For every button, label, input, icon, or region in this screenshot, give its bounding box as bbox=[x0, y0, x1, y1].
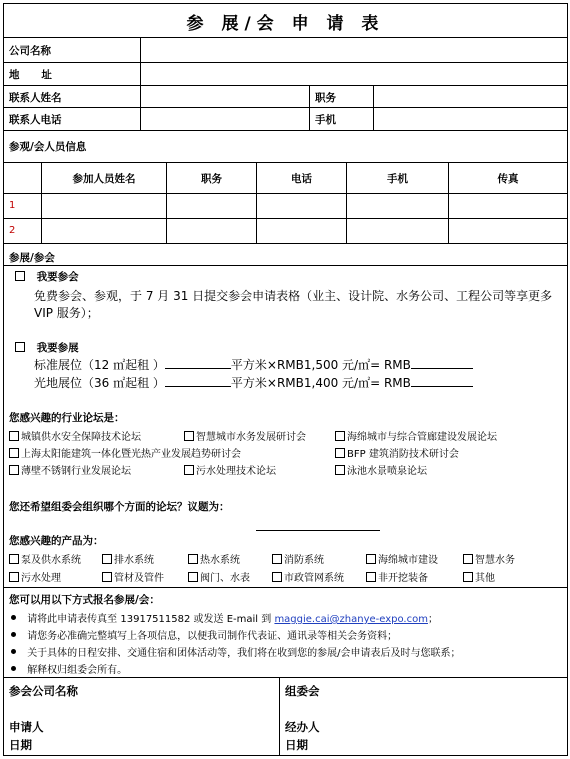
forum-checkbox[interactable] bbox=[184, 465, 194, 475]
product-label: 其他 bbox=[475, 573, 495, 584]
divider bbox=[3, 130, 568, 131]
forum-label: BFP 建筑消防技术研讨会 bbox=[347, 449, 459, 460]
contact-name-label: 联系人姓名 bbox=[9, 92, 62, 104]
position-field[interactable] bbox=[374, 86, 567, 107]
standard-booth-area-field[interactable] bbox=[165, 368, 231, 369]
committee-label: 组委会 bbox=[285, 684, 320, 698]
forum-checkbox[interactable] bbox=[335, 448, 345, 458]
form-title: 参 展/会 申 请 表 bbox=[186, 14, 385, 34]
product-checkbox[interactable] bbox=[272, 554, 282, 564]
divider bbox=[279, 677, 280, 756]
product-label: 阀门、水表 bbox=[200, 573, 250, 584]
mobile-label: 手机 bbox=[315, 114, 336, 126]
forum-label: 智慧城市水务发展研讨会 bbox=[196, 432, 306, 443]
mobile-field[interactable] bbox=[374, 108, 567, 130]
forum-option[interactable] bbox=[335, 462, 427, 477]
date-label-right: 日期 bbox=[285, 738, 308, 752]
product-checkbox[interactable] bbox=[9, 572, 19, 582]
bullet-icon bbox=[11, 615, 16, 620]
raw-booth-line bbox=[34, 374, 473, 391]
column-header-fax: 传真 bbox=[497, 173, 519, 185]
forum-option[interactable] bbox=[335, 428, 497, 443]
forum-checkbox[interactable] bbox=[9, 465, 19, 475]
contact-phone-field[interactable] bbox=[141, 108, 309, 130]
date-label-left: 日期 bbox=[9, 738, 32, 752]
exhibit-checkbox[interactable] bbox=[15, 342, 25, 352]
product-checkbox[interactable] bbox=[366, 572, 376, 582]
product-label: 海绵城市建设 bbox=[378, 555, 438, 566]
forum-option[interactable] bbox=[9, 462, 131, 477]
column-header-phone: 电话 bbox=[291, 173, 312, 185]
product-option[interactable] bbox=[272, 551, 324, 566]
bullet-icon bbox=[11, 649, 16, 654]
product-label: 管材及管件 bbox=[114, 573, 164, 584]
standard-booth-price: 平方米×RMB1,500 元/㎡= RMB bbox=[230, 358, 411, 372]
standard-booth-total-field[interactable] bbox=[411, 368, 473, 369]
product-checkbox[interactable] bbox=[366, 554, 376, 564]
standard-booth-line bbox=[34, 356, 473, 373]
product-checkbox[interactable] bbox=[463, 572, 473, 582]
column-header-position: 职务 bbox=[201, 173, 222, 185]
forum-checkbox[interactable] bbox=[335, 465, 345, 475]
standard-booth-label: 标准展位（12 ㎡起租 ） bbox=[34, 358, 165, 372]
product-label: 污水处理 bbox=[21, 573, 61, 584]
product-option[interactable] bbox=[463, 551, 515, 566]
product-checkbox[interactable] bbox=[102, 554, 112, 564]
product-label: 排水系统 bbox=[114, 555, 154, 566]
product-label: 智慧水务 bbox=[475, 555, 515, 566]
forum-option[interactable] bbox=[184, 428, 306, 443]
product-option[interactable] bbox=[463, 569, 495, 584]
product-option[interactable] bbox=[188, 551, 240, 566]
company-name-label: 公司名称 bbox=[9, 45, 51, 57]
row-number: 2 bbox=[9, 225, 16, 236]
forum-option[interactable] bbox=[9, 428, 141, 443]
forum-label: 城镇供水安全保障技术论坛 bbox=[21, 432, 141, 443]
bullet-icon bbox=[11, 666, 16, 671]
forum-checkbox[interactable] bbox=[9, 448, 19, 458]
product-option[interactable] bbox=[366, 569, 428, 584]
product-label: 非开挖装备 bbox=[378, 573, 428, 584]
registration-line-4-text: 解释权归组委会所有。 bbox=[27, 665, 128, 676]
forum-checkbox[interactable] bbox=[9, 431, 19, 441]
forum-label: 海绵城市与综合管廊建设发展论坛 bbox=[347, 432, 497, 443]
registration-line-3 bbox=[11, 644, 461, 659]
column-header-mobile: 手机 bbox=[387, 173, 408, 185]
forum-label: 污水处理技术论坛 bbox=[196, 466, 276, 477]
divider bbox=[3, 265, 568, 266]
product-option[interactable] bbox=[272, 569, 344, 584]
divider bbox=[309, 85, 310, 130]
exhibit-section-title: 参展/参会 bbox=[9, 252, 55, 264]
divider bbox=[3, 162, 568, 163]
product-option[interactable] bbox=[9, 551, 81, 566]
row-number: 1 bbox=[9, 200, 16, 211]
exhibit-title: 我要参展 bbox=[36, 342, 79, 354]
product-checkbox[interactable] bbox=[102, 572, 112, 582]
bullet-icon bbox=[11, 632, 16, 637]
handler-label: 经办人 bbox=[285, 720, 320, 734]
attend-desc-line1: 免费参会、参观，于 7 月 31 日提交参会申请表格（业主、设计院、水务公司、工程公司等享更多 bbox=[34, 289, 553, 303]
forum-label: 薄壁不锈钢行业发展论坛 bbox=[21, 466, 131, 477]
raw-booth-label: 光地展位（36 ㎡起租 ） bbox=[34, 376, 165, 390]
raw-booth-price: 平方米×RMB1,400 元/㎡= RMB bbox=[230, 376, 411, 390]
divider bbox=[3, 587, 568, 588]
attend-option[interactable] bbox=[15, 269, 79, 284]
suggest-topic-field[interactable] bbox=[256, 530, 380, 531]
registration-line-1-prefix: 请将此申请表传真至 13917511582 或发送 E-mail 到 bbox=[27, 614, 272, 625]
contact-phone-label: 联系人电话 bbox=[9, 114, 62, 126]
product-option[interactable] bbox=[102, 569, 164, 584]
divider bbox=[3, 218, 568, 219]
contact-name-field[interactable] bbox=[141, 86, 309, 107]
registration-line-3-text: 关于具体的日程安排、交通住宿和团体活动等，我们将在收到您的参展/会申请表后及时与您联系； bbox=[27, 648, 461, 659]
applicant-label: 申请人 bbox=[9, 720, 44, 734]
forum-option[interactable] bbox=[9, 445, 241, 460]
product-checkbox[interactable] bbox=[188, 554, 198, 564]
attend-desc-line2: VIP 服务）； bbox=[34, 306, 99, 320]
position-label: 职务 bbox=[315, 92, 336, 104]
product-option[interactable] bbox=[188, 569, 250, 584]
product-option[interactable] bbox=[102, 551, 154, 566]
registration-line-2-text: 请您务必准确完整填写上各项信息，以便我司制作代表证、通讯录等相关会务资料； bbox=[27, 631, 398, 642]
product-label: 消防系统 bbox=[284, 555, 324, 566]
product-checkbox[interactable] bbox=[9, 554, 19, 564]
suggest-question: 您还希望组委会组织哪个方面的论坛？议题为： bbox=[9, 501, 230, 513]
raw-booth-total-field[interactable] bbox=[411, 386, 473, 387]
column-header-name: 参加人员姓名 bbox=[72, 173, 136, 185]
products-title: 您感兴趣的产品为： bbox=[9, 535, 104, 547]
registration-line-1 bbox=[11, 610, 438, 625]
product-checkbox[interactable] bbox=[188, 572, 198, 582]
forum-option[interactable] bbox=[184, 462, 276, 477]
registration-title: 您可以用以下方式报名参展/会： bbox=[9, 594, 160, 606]
product-checkbox[interactable] bbox=[463, 554, 473, 564]
forum-option[interactable] bbox=[335, 445, 459, 460]
company-name-field[interactable] bbox=[141, 38, 567, 62]
attendee-section-title: 参观/会人员信息 bbox=[9, 141, 87, 153]
forums-title: 您感兴趣的行业论坛是： bbox=[9, 412, 125, 424]
forum-label: 上海太阳能建筑一体化暨光热产业发展趋势研讨会 bbox=[21, 449, 241, 460]
company-signature-label: 参会公司名称 bbox=[9, 684, 78, 698]
raw-booth-area-field[interactable] bbox=[165, 386, 231, 387]
forum-checkbox[interactable] bbox=[335, 431, 345, 441]
attend-checkbox[interactable] bbox=[15, 271, 25, 281]
address-field[interactable] bbox=[141, 63, 567, 85]
product-option[interactable] bbox=[366, 551, 438, 566]
registration-line-1-suffix: ； bbox=[427, 614, 438, 625]
registration-line-4 bbox=[11, 661, 127, 676]
email-link[interactable]: maggie.cai@zhanye-expo.com bbox=[274, 614, 428, 625]
forum-label: 泳池水景喷泉论坛 bbox=[347, 466, 427, 477]
divider bbox=[3, 243, 568, 244]
product-label: 泵及供水系统 bbox=[21, 555, 81, 566]
product-label: 市政管网系统 bbox=[284, 573, 344, 584]
product-label: 热水系统 bbox=[200, 555, 240, 566]
product-checkbox[interactable] bbox=[272, 572, 282, 582]
forum-checkbox[interactable] bbox=[184, 431, 194, 441]
address-label: 地 址 bbox=[9, 69, 52, 81]
divider bbox=[3, 193, 568, 194]
divider bbox=[3, 677, 568, 678]
exhibit-option[interactable] bbox=[15, 340, 79, 355]
product-option[interactable] bbox=[9, 569, 61, 584]
registration-line-2 bbox=[11, 627, 397, 642]
attend-title: 我要参会 bbox=[36, 271, 79, 283]
